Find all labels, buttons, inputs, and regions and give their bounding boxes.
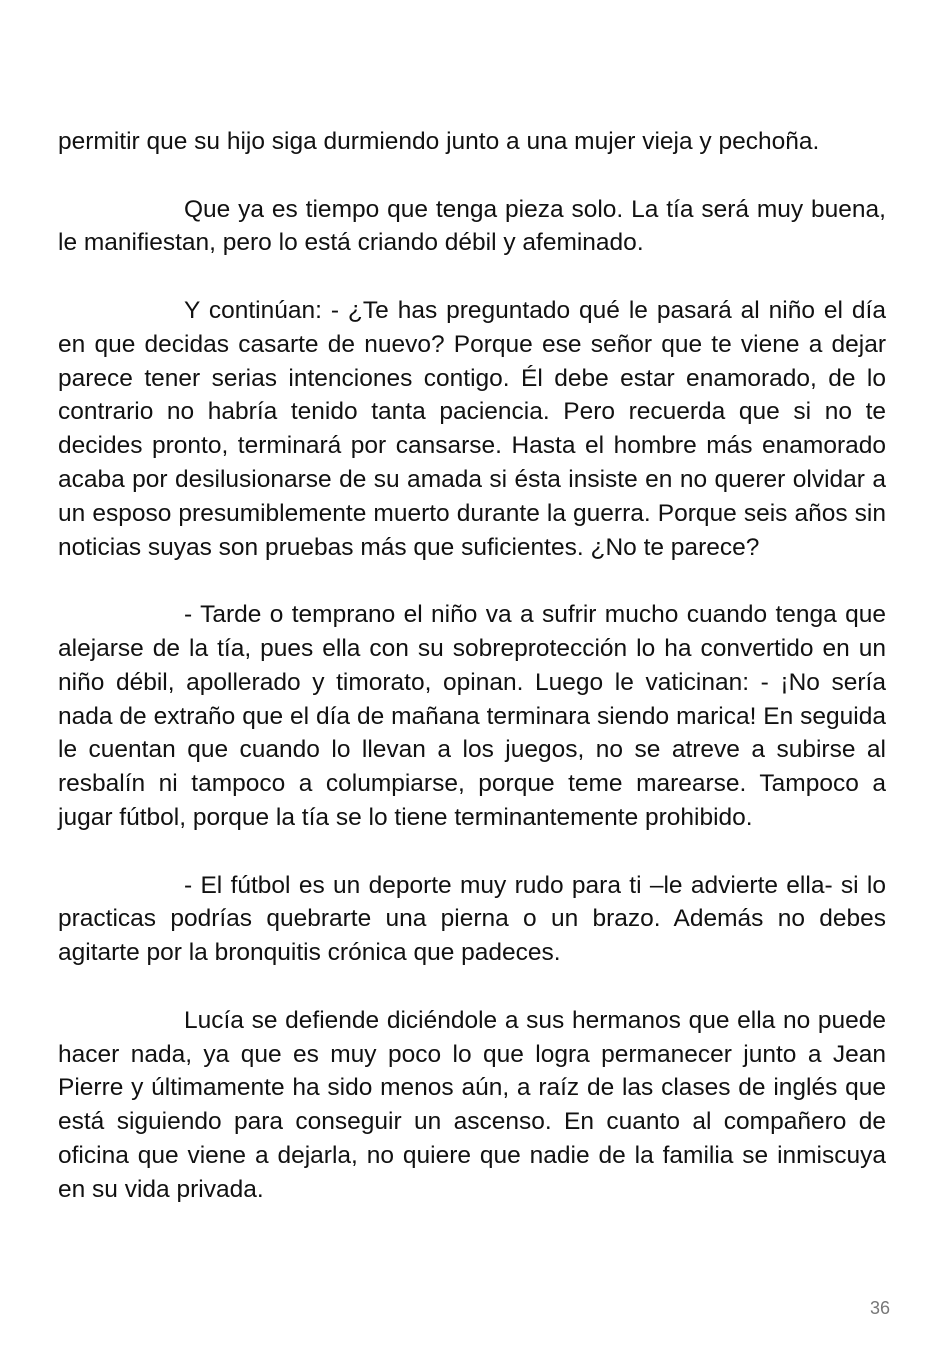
paragraph: Que ya es tiempo que tenga pieza solo. La tía será muy buena, le manifiestan, pero lo está criando débil y afeminado. — [58, 195, 886, 257]
paragraph: - El fútbol es un deporte muy rudo para ti –le advierte ella- si lo practicas podrías quebrarte una pierna o un brazo. Además no debes agitarte por la bronquitis crónica que padeces. — [58, 871, 886, 967]
paragraph: Y continúan: - ¿Te has preguntado qué le pasará al niño el día en que decidas casarte de nuevo? Porque ese señor que te viene a dejar parece tener serias intenciones contigo. Él debe estar enamorado, de lo contrario no habría tenido tanta paciencia. Pero recuerda que si no te decides pronto, terminará por cansarse. Hasta el hombre más enamorado acaba por desilusionarse de su amada si ésta insiste en no querer olvidar a un esposo presumiblemente muerto durante la guerra. Porque seis años sin noticias suyas son pruebas más que suficientes. ¿No te parece? — [58, 296, 886, 561]
paragraph: - Tarde o temprano el niño va a sufrir mucho cuando tenga que alejarse de la tía, pues ella con su sobreprotección lo ha convertido en un niño débil, apollerado y timorato, opinan. Luego le vaticinan: - ¡No sería nada de extraño que el día de mañana terminara siendo marica! En seguida le cuentan que cuando lo llevan a los juegos, no se atreve a subirse al resbalín ni tampoco a columpiarse, porque teme marearse. Tampoco a jugar fútbol, porque la tía se lo tiene terminantemente prohibido. — [58, 601, 886, 831]
paragraph: Lucía se defiende diciéndole a sus hermanos que ella no puede hacer nada, ya que es muy poco lo que logra permanecer junto a Jean Pierre y últimamente ha sido menos aún, a raíz de las clases de inglés que está siguiendo para conseguir un ascenso. En cuanto al compañero de oficina que viene a dejarla, no quiere que nadie de la familia se inmiscuya en su vida privada. — [58, 1006, 886, 1203]
body-text — [58, 125, 886, 1207]
paragraph-continuation: permitir que su hijo siga durmiendo junto a una mujer vieja y pechoña. — [58, 128, 820, 155]
page-number: 36 — [869, 1298, 890, 1318]
